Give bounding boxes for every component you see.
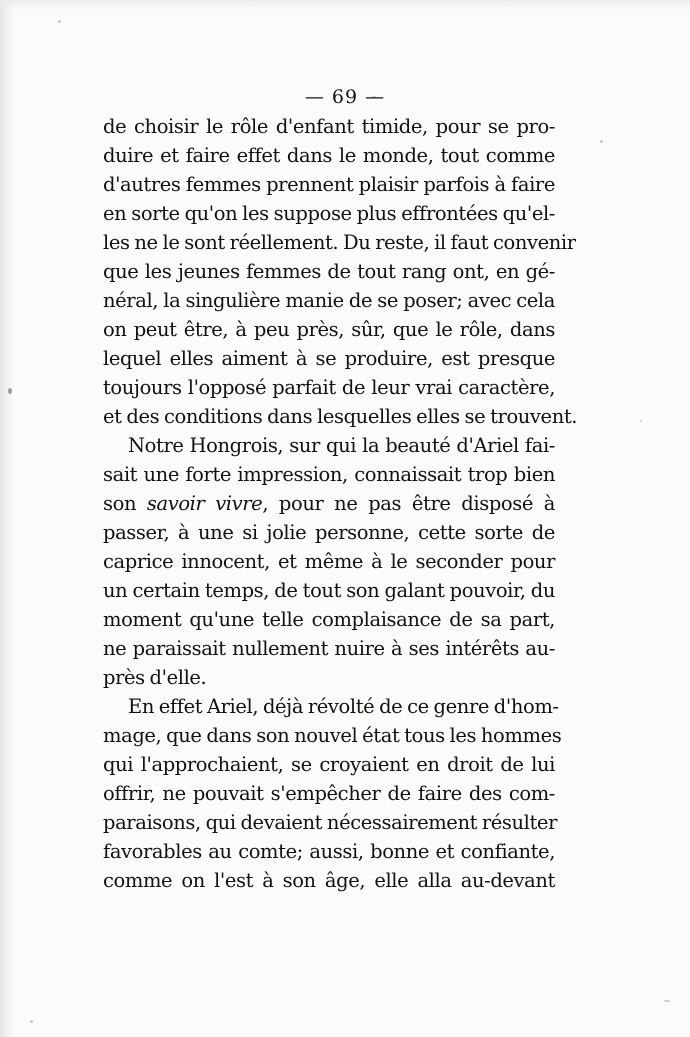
text-line: paraisons, qui devaient nécessairement résulter [103, 811, 557, 834]
paper-speck [640, 420, 642, 422]
text-line: ne paraissait nullement nuire à ses intérêts au- [103, 637, 555, 660]
text-line: lequel elles aiment à se produire, est presque [103, 347, 555, 370]
text-line: les ne le sont réellement. Du reste, il faut convenir [103, 231, 576, 254]
paragraph-start-line: En effet Ariel, déjà révolté de ce genre d'hom- [128, 695, 559, 718]
text-line: que les jeunes femmes de tout rang ont, en gé- [103, 260, 555, 283]
text-line: près d'elle. [103, 666, 207, 689]
text-line: en sorte qu'on les suppose plus effrontées qu'el- [103, 202, 555, 225]
paper-speck [600, 140, 603, 143]
text-segment: , pour ne pas être disposé à [262, 492, 555, 515]
page-number: — 69 — [304, 86, 386, 108]
text-line: passer, à une si jolie personne, cette sorte de [103, 521, 555, 544]
text-line: qui l'approchaient, se croyaient en droit de lui [103, 753, 555, 776]
text-line: moment qu'une telle complaisance de sa part, [103, 608, 555, 631]
paper-speck [8, 388, 12, 394]
text-line: on peut être, à peu près, sûr, que le rôle, dans [103, 318, 555, 341]
page-edge-shadow [0, 0, 14, 1037]
text-line-with-italic [103, 489, 555, 518]
body-text [103, 112, 578, 895]
paper-speck [30, 1020, 33, 1023]
paragraph-start-line: Notre Hongrois, sur qui la beauté d'Ariel fai- [128, 434, 555, 457]
paper-speck [58, 20, 61, 23]
italic-phrase: savoir vivre [146, 492, 263, 515]
text-line: offrir, ne pouvait s'empêcher de faire des com- [103, 782, 555, 805]
page-top-shadow [0, 0, 690, 10]
text-line: et des conditions dans lesquelles elles se trouvent. [103, 405, 578, 428]
text-line: caprice innocent, et même à le seconder pour [103, 550, 555, 573]
text-line: favorables au comte; aussi, bonne et confiante, [103, 840, 555, 863]
text-line: un certain temps, de tout son galant pouvoir, du [103, 579, 555, 602]
text-line: duire et faire effet dans le monde, tout comme [103, 144, 555, 167]
text-line: néral, la singulière manie de se poser; avec cela [103, 289, 555, 312]
text-line: mage, que dans son nouvel état tous les hommes [103, 724, 562, 747]
text-line: d'autres femmes prennent plaisir parfois à faire [103, 173, 555, 196]
text-line: comme on l'est à son âge, elle alla au-devant [103, 869, 555, 892]
text-segment: son [103, 492, 147, 515]
text-line: sait une forte impression, connaissait trop bien [103, 463, 555, 486]
text-line: toujours l'opposé parfait de leur vrai caractère, [103, 376, 555, 399]
text-line: de choisir le rôle d'enfant timide, pour se pro- [103, 115, 555, 138]
paper-speck [664, 1000, 670, 1002]
